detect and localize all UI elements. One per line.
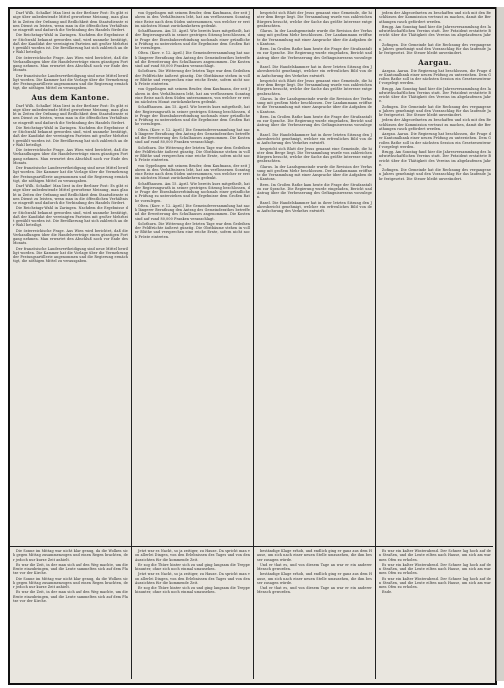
column-4 (379, 11, 491, 543)
feuilleton-paragraph: Es war ein kalter Winterabend. Der Schnee lag hoch auf den Straßen, und die Leute eilten nach Hause, um sich am warmen Ofen zu erholen. (379, 549, 491, 562)
article-paragraph: Bern. Im Großen Rathe kam heute die Frage der Strafanstalten zur Sprache. Die Regierung wurde eingeladen, Bericht und Antrag über die Verbesserung des Gefängniswesens vorzulegen. (257, 47, 372, 64)
article-paragraph: Glarus. In der Landsgemeinde wurde die Revision der Verfassung mit großem Mehr beschlossen. Der Landammann eröffnete die Versammlung mit einer Ansprache über die Aufgaben des Kantons. (257, 29, 372, 46)
column-rule (375, 9, 376, 679)
article-paragraph: bespricht sich Blatt der Jesus genannt eine Gemeinde, die hinter dem Berge liegt. Die Versammlung wurde von zahlreichen Bürgern besucht, welche der Sache das größte Interesse entgegenbrachten. (257, 146, 372, 164)
article-paragraph: Bern. Im Großen Rathe kam heute die Frage der Strafanstalten zur Sprache. Die Regierung wurde eingeladen, Bericht und Antrag über die Verbesserung des Gefängniswesens vorzulegen. (257, 182, 372, 200)
article-paragraph: Solothurn. Die Witterung der letzten Tage war dem Gedeihen der Feldfrüchte äußerst günstig. Die Obstbäume stehen in voller Blüthe und versprechen eine reiche Ernte, sofern nicht noch Fröste eintreten. (135, 221, 250, 239)
article-paragraph: Zofingen. Die Gemeinde hat die Rechnung des vergangenen Jahres genehmigt und den Voranschlag für das laufende Jahr festgesetzt. Die Steuer bleibt unverändert. (379, 42, 491, 56)
article-paragraph: Zofingen. Die Gemeinde hat die Rechnung des vergangenen Jahres genehmigt und den Voranschlag für das laufende Jahr festgesetzt. Die Steuer bleibt unverändert. (379, 104, 491, 117)
article-paragraph: Darf Wilh. Schalke! Man liest in der Berliner Post: Es gibt einige über unbedeutende Mittel geworbene Meinung, man glaubt in Zeiten der Ordnung und Redlichkeit dem Staatsdienste einen Dienst zu leisten, wenn man in die öffentlichen Verhältnisse eingreift und dadurch die Verbindung des Handels fördert. (13, 11, 128, 32)
feuilleton-paragraph: Ende. (382, 590, 393, 595)
feuilleton-paragraph: Es war die Zeit, in der man sich auf den Weg machte, um die Ernte einzubringen, und die Leute sammelten sich auf dem Platze vor der Kirche. (13, 590, 128, 603)
feuilleton-column-3 (257, 549, 372, 677)
section-heading: Aus dem Kantone. (31, 92, 110, 102)
article-paragraph: Aargau. Aarau. Die Regierung hat beschlossen, die Frage der Kantonalbank einer neuen Prüfung zu unterziehen. Dem Großen Rathe soll in der nächsten Session ein Gesetzesentwurf vorgelegt werden. (379, 68, 491, 86)
article-paragraph: bespricht sich Blatt der Jesus genannt eine Gemeinde, die hinter dem Berge liegt. Die Versammlung wurde von zahlreichen Bürgern besucht, welche der Sache das größte Interesse entgegenbrachten. (257, 11, 372, 28)
feuilleton-paragraph: Es war ein kalter Winterabend. Der Schnee lag hoch auf den Straßen, und die Leute eilten nach Hause, um sich am warmen Ofen zu erholen. (379, 576, 491, 589)
article-paragraph: Glarus. In der Landsgemeinde wurde die Revision der Verfassung mit großem Mehr beschlossen. Der Landammann eröffnete die Versammlung mit einer Ansprache über die Aufgaben des Kantons. (257, 96, 372, 114)
feuilleton-paragraph: Es war die Zeit, in der man sich auf den Weg machte, um die Ernte einzubringen, und die Leute sammelten sich auf dem Platze vor der Kirche. (13, 562, 128, 576)
column-3 (257, 11, 372, 543)
article-paragraph: Die österreichische Frage. Aus Wien wird berichtet, daß die Verhandlungen über die Handelsverträge einen günstigen Fortgang nehmen. Man erwartet den Abschluß noch vor Ende des Monats. (13, 228, 128, 246)
article-paragraph: Darf Wilh. Schalke! Man liest in der Berliner Post: Es gibt einige über unbedeutende Mittel geworbene Meinung, man glaubt in Zeiten der Ordnung und Redlichkeit dem Staatsdienste einen Dienst zu leisten, wenn man in die öffentlichen Verhältnisse eingreift und dadurch die Verbindung des Handels fördert. (13, 184, 128, 205)
article-paragraph: Der französische Landesvertheidigung sind neue Mittel bewilligt worden. Die Kammer hat die Vorlage über die Vermehrung der Festungsartillerie angenommen und die Regierung ermächtigt, die nöthigen Mittel zu verausgaben. (13, 166, 128, 183)
column-2 (135, 11, 250, 543)
column-rule (253, 9, 254, 679)
facing-page-edge (496, 7, 504, 681)
article-paragraph: Solothurn. Die Witterung der letzten Tage war dem Gedeihen der Feldfrüchte äußerst günstig. Die Obstbäume stehen in voller Blüthe und versprechen eine reiche Ernte, sofern nicht noch Fröste eintreten. (135, 69, 250, 86)
article-paragraph: Der französische Landesvertheidigung sind neue Mittel bewilligt worden. Die Kammer hat die Vorlage über die Vermehrung der Festungsartillerie angenommen und die Regierung ermächtigt, die nöthigen Mittel zu verausgaben. (13, 246, 128, 264)
feuilleton-paragraph: Die Sonne im Mittag war nicht klar genug, da die Wolken sich gegen Mittag zusammenzogen und einen Regen brachten, der jedoch nur kurze Zeit anhielt. (13, 576, 128, 589)
article-paragraph: Basel. Die Handelskammer hat in ihrer letzten Sitzung den Jahresbericht genehmigt, welcher ein erfreuliches Bild von dem Aufschwung des Verkehrs entwirft. (257, 132, 372, 146)
article-paragraph: von Oppelingen mit seinem Bruder, dem Kaufmann, der seit Jahren in den Verhältnissen lebt, hat am verflossenen Sonntag eine Reise nach dem Süden unternommen, von welcher er erst im nächsten Monat zurückzukehren gedenkt. (135, 11, 250, 28)
article-paragraph: Schaffhausen. Am 15. April. Wie bereits kurz mitgetheilt, hat der Regierungsrath in seiner gestrigen Sitzung beschlossen, die Frage der Eisenbahnverbindung nochmals einer gründlichen Prüfung zu unterziehen und die Ergebnisse dem Großen Rathe vorzulegen. (135, 29, 250, 50)
column-rule (131, 9, 132, 679)
feuilleton-paragraph: beständige Klage erhob, und endlich ging er ganz aus dem Hause, um sich nach einer neuen Stelle umzusehen, die ihm besser zusagen würde. (257, 549, 372, 562)
article-paragraph: Bern. Im Großen Rathe kam heute die Frage der Strafanstalten zur Sprache. Die Regierung wurde eingeladen, Bericht und Antrag über die Verbesserung des Gefängniswesens vorzulegen. (257, 114, 372, 132)
article-paragraph: Darf Wilh. Schalke! Man liest in der Berliner Post: Es gibt einige über unbedeutende Mittel geworbene Meinung, man glaubt in Zeiten der Ordnung und Redlichkeit dem Staatsdienste einen Dienst zu leisten, wenn man in die öffentlichen Verhältnisse eingreift und dadurch die Verbindung des Handels fördert. (13, 103, 128, 125)
section-heading: Aargau. (418, 57, 452, 67)
article-paragraph: Die Reichstags-Wahl in Zaringen. Nachdem die Ergebnisse der Stichwahl bekannt geworden sind, wird nunmehr bestätigt, daß der Kandidat der vereinigten Parteien mit großer Mehrheit gewählt worden ist. Die Bevölkerung hat sich zahlreich an der Wahl beteiligt. (13, 206, 128, 228)
article-paragraph: Olten. (Korr. v. 12. April.) Die Gemeindeversammlung hat nach längerer Berathung den Antrag des Gemeinderathes betreffend die Erweiterung des Schulhauses angenommen. Die Kosten sind auf rund 80,000 Franken veranschlagt. (135, 203, 250, 221)
article-paragraph: Brugg. Am Sonntag fand hier die Jahresversammlung des landwirthschaftlichen Vereins statt. Der Präsident erstattete Bericht über die Thätigkeit des Vereins im abgelaufenen Jahre. (379, 24, 491, 42)
feuilleton-paragraph: beständige Klage erhob, und endlich ging er ganz aus dem Hause, um sich nach einer neuen Stelle umzusehen, die ihm besser zusagen würde. (257, 572, 372, 585)
article-paragraph: Basel. Die Handelskammer hat in ihrer letzten Sitzung den Jahresbericht genehmigt, welcher ein erfreuliches Bild von dem Aufschwung des Verkehrs entwirft. (257, 65, 372, 78)
article-paragraph: jedem der Abgeordneten zu beschaffen und sich mit den Beschlüssen der Kommission vertraut zu machen, damit die Berathungen rasch gefördert werden. (379, 11, 491, 24)
feuilleton-paragraph: Es war ein kalter Winterabend. Der Schnee lag hoch auf den Straßen, und die Leute eilten nach Hause, um sich am warmen Ofen zu erholen. (379, 562, 491, 576)
feuilleton-column-1 (13, 549, 128, 677)
article-paragraph: jedem der Abgeordneten zu beschaffen und sich mit den Beschlüssen der Kommission vertraut zu machen, damit die Berathungen rasch gefördert werden. (379, 118, 491, 131)
feuilleton-column-4 (379, 549, 491, 677)
feuilleton-column-2 (135, 549, 250, 677)
article-paragraph: Schaffhausen. Am 15. April. Wie bereits kurz mitgetheilt, hat der Regierungsrath in seiner gestrigen Sitzung beschlossen, die Frage der Eisenbahnverbindung nochmals einer gründlichen Prüfung zu unterziehen und die Ergebnisse dem Großen Rathe vorzulegen. (135, 105, 250, 127)
article-paragraph: Brugg. Am Sonntag fand hier die Jahresversammlung des landwirthschaftlichen Vereins statt. Der Präsident erstattete Bericht über die Thätigkeit des Vereins im abgelaufenen Jahre. (379, 86, 491, 104)
feuilleton-paragraph: Jetzt war es Nacht, so ja zeitiger, zu Hause. Da spricht man von allerlei Dingen, von den Erlebnissen des Tages und von den Aussichten für die kommende Zeit. (135, 549, 250, 562)
article-paragraph: Die österreichische Frage. Aus Wien wird berichtet, daß die Verhandlungen über die Handelsverträge einen günstigen Fortgang nehmen. Man erwartet den Abschluß noch vor Ende des Monats. (13, 148, 128, 165)
feuilleton-paragraph: Die Sonne im Mittag war nicht klar genug, da die Wolken sich gegen Mittag zusammenzogen und einen Regen brachten, der jedoch nur kurze Zeit anhielt. (13, 549, 128, 562)
article-paragraph: Zofingen. Die Gemeinde hat die Rechnung des vergangenen Jahres genehmigt und den Voranschlag für das laufende Jahr festgesetzt. Die Steuer bleibt unverändert. (379, 168, 491, 181)
article-paragraph: Die österreichische Frage. Aus Wien wird berichtet, daß die Verhandlungen über die Handelsverträge einen günstigen Fortgang nehmen. Man erwartet den Abschluß noch vor Ende des Monats. (13, 55, 128, 73)
article-paragraph: von Oppelingen mit seinem Bruder, dem Kaufmann, der seit Jahren in den Verhältnissen lebt, hat am verflossenen Sonntag eine Reise nach dem Süden unternommen, von welcher er erst im nächsten Monat zurückzukehren gedenkt. (135, 163, 250, 181)
feuilleton-paragraph: Und er that es, und von diesem Tage an war er ein anderer Mensch geworden. (257, 586, 372, 595)
article-paragraph: Solothurn. Die Witterung der letzten Tage war dem Gedeihen der Feldfrüchte äußerst günstig. Die Obstbäume stehen in voller Blüthe und versprechen eine reiche Ernte, sofern nicht noch Fröste eintreten. (135, 145, 250, 163)
feuilleton-paragraph: Und er that es, und von diesem Tage an war er ein anderer Mensch geworden. (257, 562, 372, 571)
column-1 (13, 11, 128, 543)
article-paragraph: Der französische Landesvertheidigung sind neue Mittel bewilligt worden. Die Kammer hat die Vorlage über die Vermehrung der Festungsartillerie angenommen und die Regierung ermächtigt, die nöthigen Mittel zu verausgaben. (13, 73, 128, 91)
article-paragraph: Die Reichstags-Wahl in Zaringen. Nachdem die Ergebnisse der Stichwahl bekannt geworden sind, wird nunmehr bestätigt, daß der Kandidat der vereinigten Parteien mit großer Mehrheit gewählt worden ist. Die Bevölkerung hat sich zahlreich an der Wahl beteiligt. (13, 125, 128, 147)
article-paragraph: Schaffhausen. Am 15. April. Wie bereits kurz mitgetheilt, hat der Regierungsrath in seiner gestrigen Sitzung beschlossen, die Frage der Eisenbahnverbindung nochmals einer gründlichen Prüfung zu unterziehen und die Ergebnisse dem Großen Rathe vorzulegen. (135, 181, 250, 203)
feuilleton-paragraph: Er zog die Thüre hinter sich zu und ging langsam die Treppe hinunter, ohne sich noch einmal umzusehen. (135, 586, 250, 595)
feuilleton-paragraph: Jetzt war es Nacht, so ja zeitiger, zu Hause. Da spricht man von allerlei Dingen, von den Erlebnissen des Tages und von den Aussichten für die kommende Zeit. (135, 572, 250, 585)
article-paragraph: bespricht sich Blatt der Jesus genannt eine Gemeinde, die hinter dem Berge liegt. Die Versammlung wurde von zahlreichen Bürgern besucht, welche der Sache das größte Interesse entgegenbrachten. (257, 78, 372, 96)
article-paragraph: Aargau. Aarau. Die Regierung hat beschlossen, die Frage der Kantonalbank einer neuen Prüfung zu unterziehen. Dem Großen Rathe soll in der nächsten Session ein Gesetzesentwurf vorgelegt werden. (379, 132, 491, 149)
article-paragraph: Brugg. Am Sonntag fand hier die Jahresversammlung des landwirthschaftlichen Vereins statt. Der Präsident erstattete Bericht über die Thätigkeit des Vereins im abgelaufenen Jahre. (379, 150, 491, 167)
article-paragraph: Olten. (Korr. v. 12. April.) Die Gemeindeversammlung hat nach längerer Berathung den Antrag des Gemeinderathes betreffend die Erweiterung des Schulhauses angenommen. Die Kosten sind auf rund 80,000 Franken veranschlagt. (135, 51, 250, 68)
article-paragraph: Basel. Die Handelskammer hat in ihrer letzten Sitzung den Jahresbericht genehmigt, welcher ein erfreuliches Bild von dem Aufschwung des Verkehrs entwirft. (257, 200, 372, 213)
article-paragraph: Die Reichstags-Wahl in Zaringen. Nachdem die Ergebnisse der Stichwahl bekannt geworden sind, wird nunmehr bestätigt, daß der Kandidat der vereinigten Parteien mit großer Mehrheit gewählt worden ist. Die Bevölkerung hat sich zahlreich an der Wahl beteiligt. (13, 33, 128, 55)
feuilleton-separator (10, 546, 493, 547)
article-paragraph: Olten. (Korr. v. 12. April.) Die Gemeindeversammlung hat nach längerer Berathung den Antrag des Gemeinderathes betreffend die Erweiterung des Schulhauses angenommen. Die Kosten sind auf rund 80,000 Franken veranschlagt. (135, 127, 250, 145)
article-paragraph: von Oppelingen mit seinem Bruder, dem Kaufmann, der seit Jahren in den Verhältnissen lebt, hat am verflossenen Sonntag eine Reise nach dem Süden unternommen, von welcher er erst im nächsten Monat zurückzukehren gedenkt. (135, 87, 250, 104)
feuilleton-paragraph: Er zog die Thüre hinter sich zu und ging langsam die Treppe hinunter, ohne sich noch einmal umzusehen. (135, 562, 250, 571)
article-paragraph: Glarus. In der Landsgemeinde wurde die Revision der Verfassung mit großem Mehr beschlossen. Der Landammann eröffnete die Versammlung mit einer Ansprache über die Aufgaben des Kantons. (257, 164, 372, 182)
